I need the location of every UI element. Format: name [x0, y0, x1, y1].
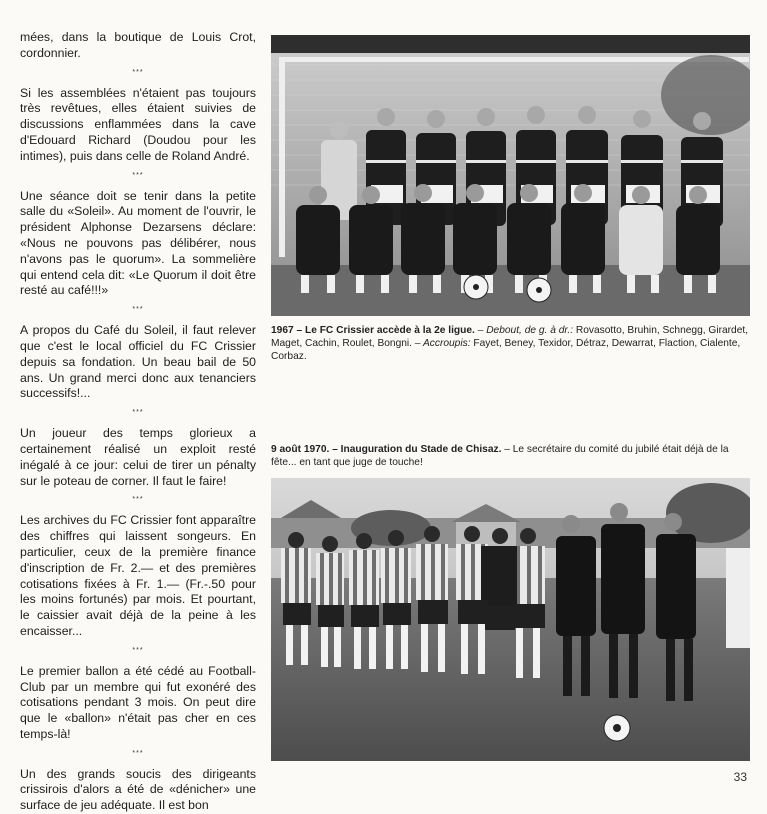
paragraph: mées, dans la boutique de Louis Crot, cordonnier. — [20, 30, 256, 60]
team-photo-1967 — [271, 35, 750, 316]
photo1-caption-title: 1967 – Le FC Crissier accède à la 2e ligue. — [271, 325, 475, 336]
left-text-column — [20, 30, 256, 814]
paragraph: Le premier ballon a été cédé au Football-Club par un membre qui fut exonéré des cotisations pendant 3 mois. On peut dire que le «ballon» n'était pas cher en ces temps-là! — [20, 663, 256, 741]
page-number: 33 — [733, 770, 747, 784]
photo1-caption-standing-label: – Debout, de g. à dr.: — [474, 325, 574, 336]
photo1-caption-crouching-label: – Accroupis: — [412, 338, 471, 350]
photo1-caption-standing-names: Rovasotto, Bruhin, Schnegg, Girardet, Maget, Cachin, Roulet, Bongni. — [271, 325, 749, 350]
photo2-caption-text: – Le secrétaire du comité du jubilé était déjà de la fête... en tant que juge de touche! — [271, 444, 729, 469]
photo2-caption-title: 9 août 1970. – Inauguration du Stade de Chisaz. — [271, 444, 502, 455]
separator: *** — [132, 749, 144, 757]
photo1-caption — [271, 324, 751, 364]
paragraph: A propos du Café du Soleil, il faut relever que c'est le local officiel du FC Crissier depuis sa fondation. Un beau bail de 50 ans. Un grand merci donc aux tenanciers successifs!... — [20, 323, 256, 401]
paragraph: Un des grands soucis des dirigeants crissirois d'alors a été de «dénicher» une surface de jeu adéquate. Il est bon — [20, 766, 256, 813]
separator: *** — [132, 68, 144, 76]
stadium-inauguration-photo — [271, 478, 750, 761]
photo2-caption — [271, 443, 751, 469]
paragraph: Les archives du FC Crissier font apparaître des chiffres qui laissent songeurs. En particulier, ceux de la première finance d'inscription de Fr. 2.— et des premières cotisations fixées à Fr. 1.— (Fr.-.50 pour les moins fortunés) par mois. Et pourtant, le caissier avait déjà de la peine à les encaisser... — [20, 513, 256, 638]
separator: *** — [132, 496, 144, 504]
separator: *** — [132, 306, 144, 314]
separator: *** — [132, 646, 144, 654]
photo1-caption-crouching-names: Fayet, Beney, Texidor, Détraz, Dewarrat, Flaction, Cialente, Corbaz. — [271, 338, 741, 363]
paragraph: Si les assemblées n'étaient pas toujours très revêtues, elles étaient suivies de discussions enflammées dans la cave d'Edouard Richard (Doudou pour les intimes), puis dans celle de Roland André. — [20, 85, 256, 163]
separator: *** — [132, 171, 144, 179]
paragraph: Un joueur des temps glorieux a certainement réalisé un exploit resté inégalé à ce jour: celui de tirer un pénalty sur le poteau de corner. Il faut le faire! — [20, 426, 256, 488]
separator: *** — [132, 409, 144, 417]
paragraph: Une séance doit se tenir dans la petite salle du «Soleil». Au moment de l'ouvrir, le président Alphonse Dezarsens déclare: «Nous ne pouvons pas délibérer, nous n'avons pas le quorum». La sommelière qui entend cela dit: «Le Quorum il doit être resté au café!!!» — [20, 188, 256, 298]
